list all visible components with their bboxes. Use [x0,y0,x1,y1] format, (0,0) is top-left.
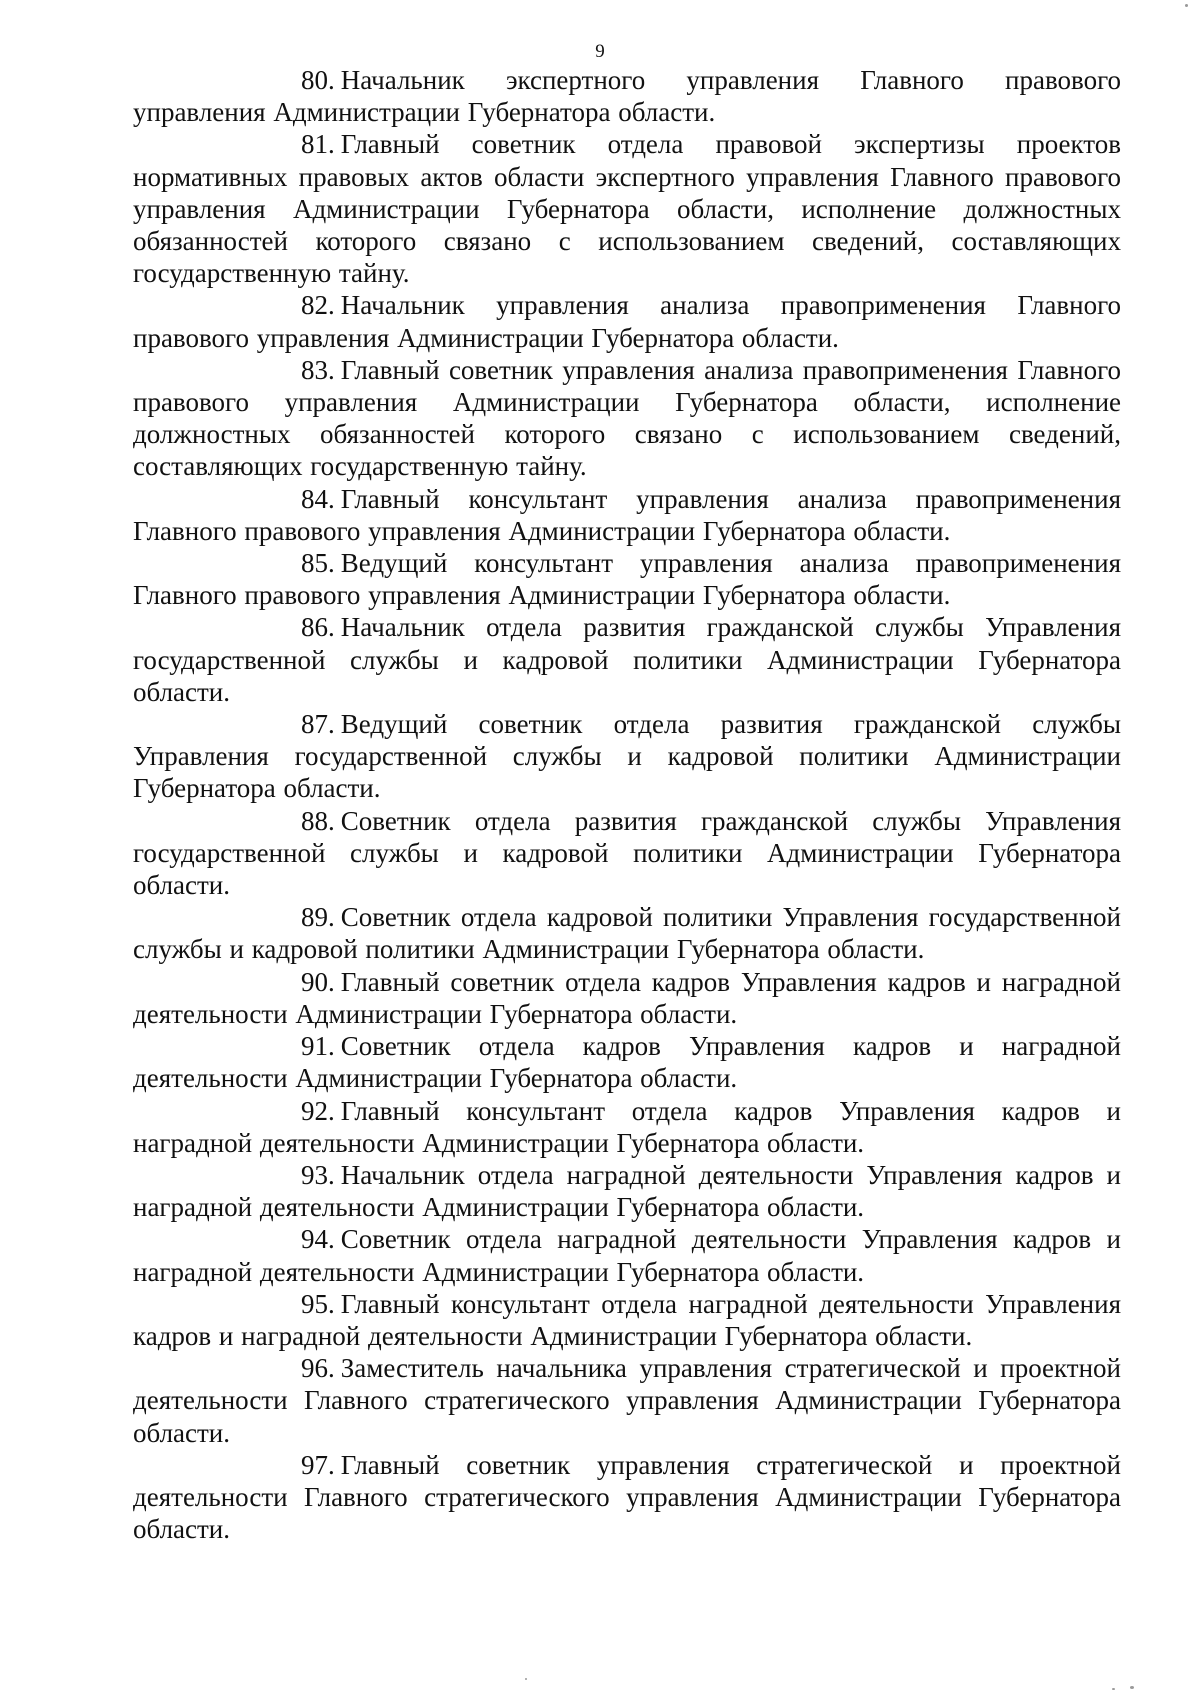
item-number: 96. [301,1353,335,1384]
item-text: Начальник отдела развития гражданской службы Управления государственной службы и кадровой политики Администрации Губернатора области. [133,612,1121,707]
item-text: Главный консультант отдела наградной деятельности Управления кадров и наградной деятельности Администрации Губернатора области. [133,1288,1121,1351]
item-text: Ведущий советник отдела развития гражданской службы Управления государственной службы и кадровой политики Администрации Губернатора области. [133,709,1121,804]
item-text: Главный советник управления стратегической и проектной деятельности Главного стратегического управления Администрации Губернатора области. [133,1449,1121,1545]
list-item [133,128,1121,289]
list-item [133,1095,1121,1159]
item-number: 89. [301,902,335,933]
list-item [133,901,1121,965]
item-number: 94. [301,1224,335,1255]
list-item [133,483,1121,547]
item-text: Главный консультант отдела кадров Управления кадров и наградной деятельности Администрации Губернатора области. [133,1095,1121,1158]
item-number: 83. [301,354,335,385]
list-item [133,1449,1121,1546]
item-number: 97. [301,1449,335,1480]
item-text: Советник отдела развития гражданской службы Управления государственной службы и кадровой политики Администрации Губернатора области. [133,805,1121,901]
item-text: Советник отдела наградной деятельности Управления кадров и наградной деятельности Администрации Губернатора области. [133,1224,1121,1287]
list-item [133,966,1121,1030]
item-number: 81. [301,129,335,160]
item-number: 93. [301,1159,335,1190]
item-number: 80. [301,65,335,95]
item-text: Начальник управления анализа правоприменения Главного правового управления Администрации Губернатора области. [133,290,1121,353]
list-item [133,708,1121,805]
positions-list [133,64,1121,1545]
item-number: 95. [301,1288,335,1319]
scan-speck [525,1678,527,1680]
list-item [133,354,1121,483]
scan-speck [1130,1686,1134,1689]
list-item [133,289,1121,353]
item-text: Начальник экспертного управления Главного правового управления Администрации Губернатора области. [133,65,1121,128]
list-item [133,1159,1121,1223]
list-item [133,1352,1121,1449]
item-text: Начальник отдела наградной деятельности Управления кадров и наградной деятельности Администрации Губернатора области. [133,1159,1121,1223]
page-number: 9 [595,41,605,62]
item-text: Заместитель начальника управления стратегической и проектной деятельности Главного стратегического управления Администрации Губернатора области. [133,1353,1121,1448]
scan-speck [1185,4,1188,7]
list-item [133,1223,1121,1287]
item-text: Советник отдела кадровой политики Управления государственной службы и кадровой политики Администрации Губернатора области. [133,902,1121,965]
list-item [133,611,1121,708]
item-text: Главный советник управления анализа правоприменения Главного правового управления Администрации Губернатора области, исполнение должностных обязанностей которого связано с использованием сведений, составляющих государственную тайну. [133,354,1121,482]
list-item [133,547,1121,611]
item-number: 91. [301,1031,335,1062]
item-text: Главный советник отдела правовой экспертизы проектов нормативных правовых актов области экспертного управления Главного правового управления Администрации Губернатора области, исполнение должностных обязанностей которого связано с использованием сведений, составляющих государственную тайну. [133,129,1121,289]
item-number: 87. [301,709,335,740]
item-text: Ведущий консультант управления анализа правоприменения Главного правового управления Администрации Губернатора области. [133,548,1121,611]
item-number: 90. [301,966,335,997]
scan-speck [1112,1688,1115,1690]
item-number: 86. [301,612,335,643]
item-number: 85. [301,548,335,579]
item-text: Главный консультант управления анализа правоприменения Главного правового управления Администрации Губернатора области. [133,483,1121,546]
item-number: 84. [301,483,335,514]
item-text: Советник отдела кадров Управления кадров и наградной деятельности Администрации Губернатора области. [133,1031,1121,1094]
list-item [133,805,1121,902]
list-item [133,64,1121,128]
list-item [133,1288,1121,1352]
item-text: Главный советник отдела кадров Управления кадров и наградной деятельности Администрации Губернатора области. [133,966,1121,1029]
item-number: 88. [301,805,335,836]
list-item [133,1030,1121,1094]
item-number: 82. [301,290,335,321]
item-number: 92. [301,1095,335,1126]
